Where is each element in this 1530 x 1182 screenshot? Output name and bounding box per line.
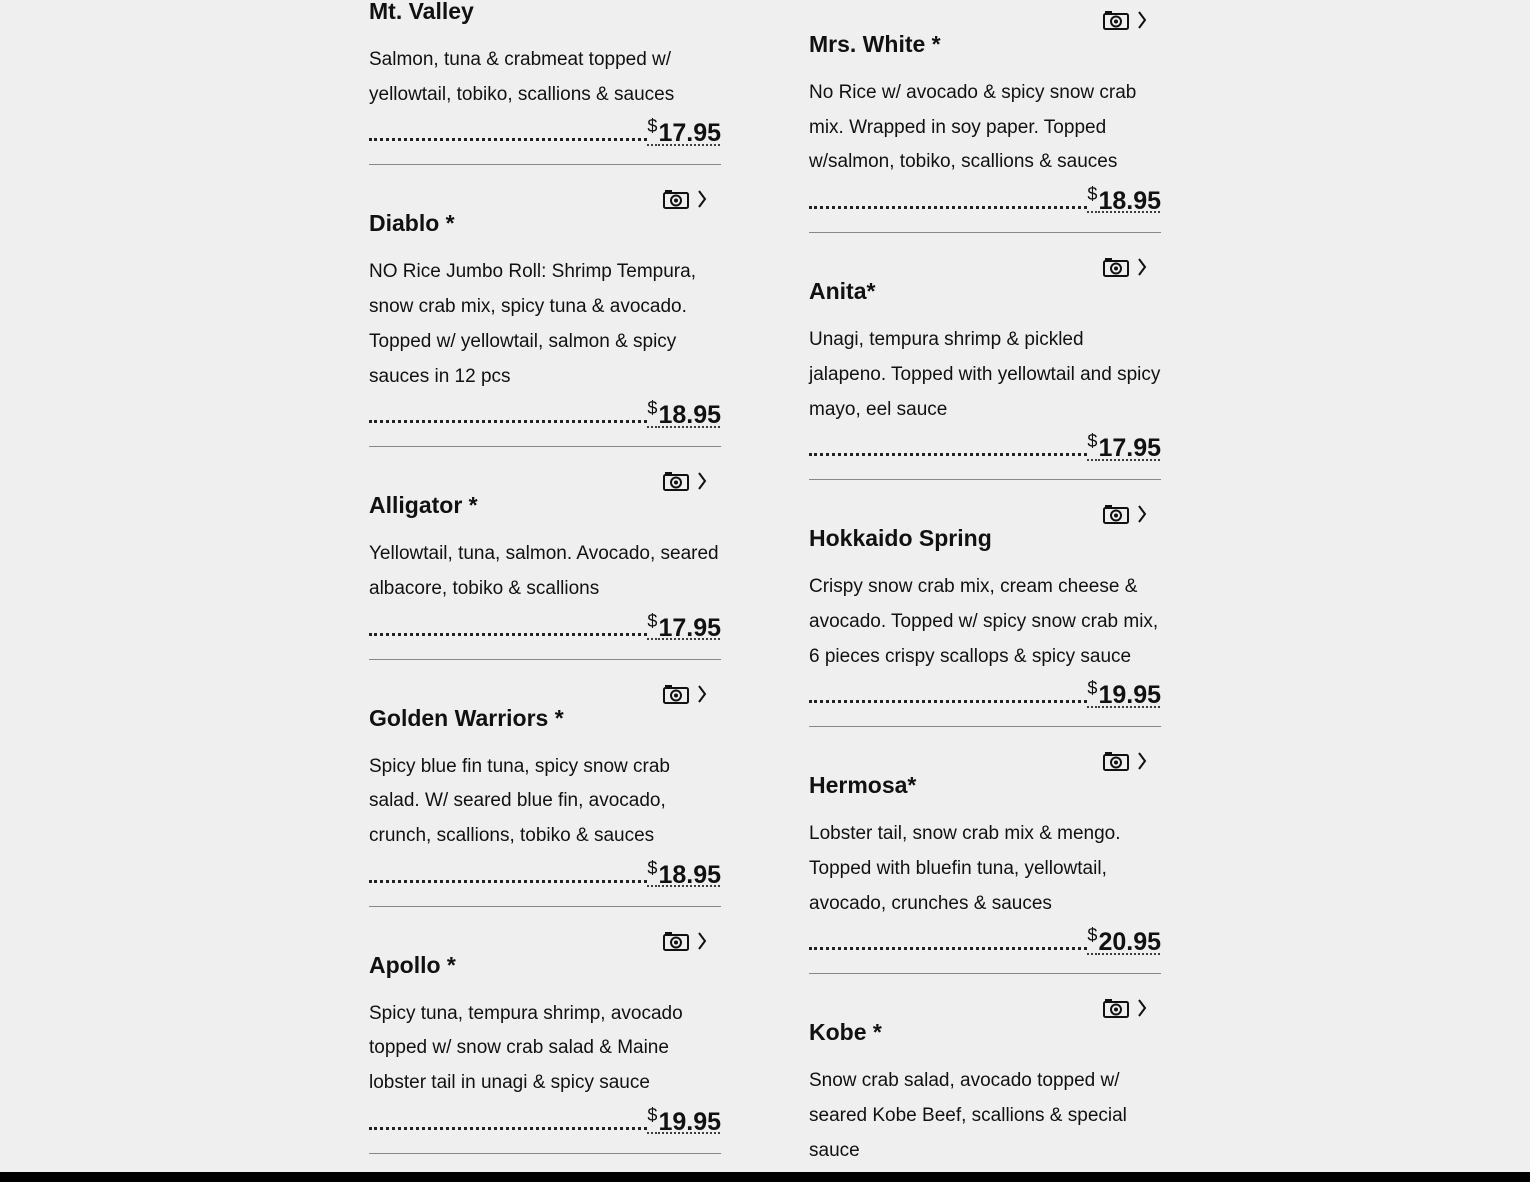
- menu-item-price-row: [809, 921, 1161, 973]
- price-leader-dots: [809, 206, 1087, 209]
- menu-item-actions[interactable]: [1103, 504, 1147, 524]
- currency-symbol: $: [647, 398, 658, 419]
- menu-item[interactable]: [369, 164, 721, 446]
- menu-item[interactable]: [369, 0, 721, 164]
- menu-item-price: [1087, 184, 1161, 216]
- chevron-right-icon[interactable]: [1137, 258, 1147, 276]
- chevron-right-icon[interactable]: [1137, 752, 1147, 770]
- menu-item-price: [647, 858, 721, 890]
- price-amount: 18.95: [1098, 187, 1161, 216]
- camera-icon[interactable]: [1103, 257, 1129, 277]
- price-leader-dots: [369, 633, 647, 636]
- menu-item[interactable]: [809, 726, 1161, 973]
- menu-item-actions[interactable]: [1103, 257, 1147, 277]
- menu-item-name: Hermosa*: [809, 772, 917, 799]
- menu-item-description: No Rice w/ avocado & spicy snow crab mix. Wrapped in soy paper. Topped w/salmon, tobiko, scallions & sauces: [809, 82, 1137, 173]
- menu-item-price-row: [809, 674, 1161, 726]
- menu-item-price-row: [369, 1101, 721, 1153]
- price-leader-dots: [369, 880, 647, 883]
- chevron-right-icon[interactable]: [1137, 505, 1147, 523]
- menu-item-header: [369, 165, 721, 241]
- camera-icon[interactable]: [1103, 10, 1129, 30]
- menu-item-description: NO Rice Jumbo Roll: Shrimp Tempura, snow crab mix, spicy tuna & avocado. Topped w/ yellowtail, salmon & spicy sauces in 12 pcs: [369, 261, 696, 387]
- price-leader-dots: [809, 700, 1087, 703]
- menu-item-price: [647, 398, 721, 430]
- currency-symbol: $: [1087, 678, 1098, 699]
- menu-column-right: [809, 0, 1161, 1169]
- chevron-right-icon[interactable]: [697, 472, 707, 490]
- menu-item-actions[interactable]: [1103, 998, 1147, 1018]
- price-leader-dots: [809, 947, 1087, 950]
- menu-item-price-row: [369, 112, 721, 164]
- price-amount: 20.95: [1098, 928, 1161, 957]
- menu-item-price-row: [369, 607, 721, 659]
- camera-icon[interactable]: [663, 684, 689, 704]
- menu-item-name: Anita*: [809, 278, 876, 305]
- menu-item[interactable]: [809, 232, 1161, 479]
- chevron-right-icon[interactable]: [697, 685, 707, 703]
- menu-item-description: Spicy blue fin tuna, spicy snow crab salad. W/ seared blue fin, avocado, crunch, scallions, tobiko & sauces: [369, 755, 670, 847]
- menu-item[interactable]: [369, 659, 721, 906]
- chevron-right-icon[interactable]: [697, 932, 707, 950]
- menu-item-header: [809, 0, 1161, 62]
- menu-item-header: [809, 480, 1161, 556]
- currency-symbol: $: [647, 610, 658, 631]
- menu-item-actions[interactable]: [1103, 10, 1147, 30]
- price-amount: 17.95: [1098, 434, 1161, 463]
- menu-item-price-row: [809, 180, 1161, 232]
- price-amount: 18.95: [658, 401, 721, 430]
- price-amount: 17.95: [658, 119, 721, 148]
- camera-icon[interactable]: [663, 471, 689, 491]
- menu-item[interactable]: [809, 0, 1161, 232]
- price-leader-dots: [369, 420, 647, 423]
- menu-item-header: [369, 907, 721, 983]
- menu-item-name: Hokkaido Spring: [809, 525, 992, 552]
- menu-item-price-row: [369, 854, 721, 906]
- menu-item-description: Lobster tail, snow crab mix & mengo. Topped with bluefin tuna, yellowtail, avocado, crunches & sauces: [809, 823, 1121, 914]
- menu-item-name: Diablo *: [369, 210, 455, 237]
- menu-item-name: Golden Warriors *: [369, 704, 564, 731]
- chevron-right-icon[interactable]: [1137, 999, 1147, 1017]
- menu-item-actions[interactable]: [663, 189, 707, 209]
- price-leader-dots: [809, 453, 1087, 456]
- bottom-bar: [0, 1172, 1530, 1182]
- menu-item-price: [647, 116, 721, 148]
- menu-item-header: [369, 660, 721, 736]
- camera-icon[interactable]: [1103, 998, 1129, 1018]
- menu-item[interactable]: [369, 906, 721, 1153]
- camera-icon[interactable]: [663, 931, 689, 951]
- currency-symbol: $: [1087, 184, 1098, 205]
- menu-item-header: [369, 0, 721, 29]
- currency-symbol: $: [1087, 925, 1098, 946]
- menu-item-header: [809, 727, 1161, 803]
- price-amount: 19.95: [1098, 681, 1161, 710]
- currency-symbol: $: [647, 1104, 658, 1125]
- menu-item-description: Snow crab salad, avocado topped w/ seared Kobe Beef, scallions & special sauce: [809, 1070, 1127, 1161]
- currency-symbol: $: [1087, 431, 1098, 452]
- menu-item-description: Spicy tuna, tempura shrimp, avocado topped w/ snow crab salad & Maine lobster tail in unagi & spicy sauce: [369, 1002, 683, 1094]
- menu-item-description: Crispy snow crab mix, cream cheese & avocado. Topped w/ spicy snow crab mix, 6 pieces crispy scallops & spicy sauce: [809, 576, 1159, 667]
- menu-item-name: Mt. Valley: [369, 0, 474, 24]
- chevron-right-icon[interactable]: [697, 190, 707, 208]
- price-amount: 18.95: [658, 860, 721, 889]
- price-amount: 19.95: [658, 1107, 721, 1136]
- menu-item-name: Apollo *: [369, 951, 456, 978]
- menu-item-price-row: [369, 394, 721, 446]
- menu-item-description: Salmon, tuna & crabmeat topped w/ yellowtail, tobiko, scallions & sauces: [369, 49, 675, 105]
- menu-item-name: Kobe *: [809, 1019, 882, 1046]
- menu-item-actions[interactable]: [1103, 751, 1147, 771]
- menu-item-price: [647, 611, 721, 643]
- chevron-right-icon[interactable]: [1137, 11, 1147, 29]
- menu-column-left: [369, 0, 721, 1154]
- currency-symbol: $: [647, 857, 658, 878]
- menu-item-price: [1087, 431, 1161, 463]
- camera-icon[interactable]: [663, 189, 689, 209]
- menu-item-header: [809, 233, 1161, 309]
- currency-symbol: $: [647, 116, 658, 137]
- price-leader-dots: [369, 138, 647, 141]
- menu-item-price-row: [809, 427, 1161, 479]
- menu-item-header: [369, 447, 721, 523]
- menu-item[interactable]: [369, 1153, 721, 1154]
- menu-item[interactable]: [809, 479, 1161, 726]
- menu-item-actions[interactable]: [663, 931, 707, 951]
- menu-item-actions[interactable]: [663, 471, 707, 491]
- price-leader-dots: [369, 1127, 647, 1130]
- menu-item-description: Yellowtail, tuna, salmon. Avocado, seared albacore, tobiko & scallions: [369, 543, 719, 599]
- price-amount: 17.95: [658, 613, 721, 642]
- menu-item-header: [809, 974, 1161, 1050]
- menu-item-price: [1087, 678, 1161, 710]
- camera-icon[interactable]: [1103, 504, 1129, 524]
- menu-item[interactable]: [809, 973, 1161, 1168]
- menu-item-actions[interactable]: [663, 684, 707, 704]
- menu-item-price: [1087, 925, 1161, 957]
- menu-item-price: [647, 1105, 721, 1137]
- menu-item-name: Mrs. White *: [809, 31, 941, 57]
- menu-item-description: Unagi, tempura shrimp & pickled jalapeno. Topped with yellowtail and spicy mayo, eel sauce: [809, 329, 1161, 420]
- menu-item[interactable]: [369, 446, 721, 658]
- camera-icon[interactable]: [1103, 751, 1129, 771]
- menu-item-name: Alligator *: [369, 492, 478, 519]
